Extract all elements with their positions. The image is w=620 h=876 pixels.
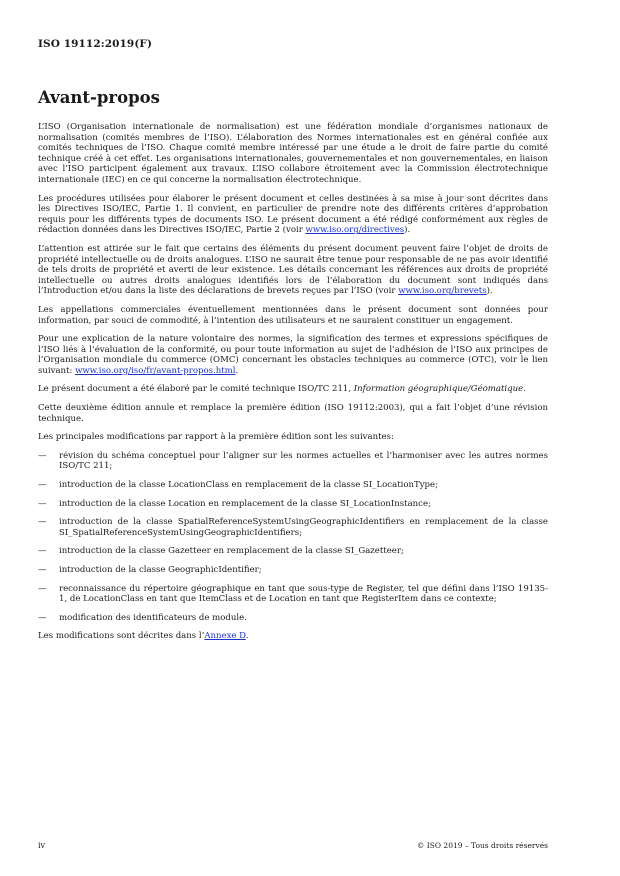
dash-bullet: — bbox=[38, 480, 47, 491]
paragraph-text: Les procédures utilisées pour élaborer le présent document et celles destinées à sa mise à jour sont décrites dans les Directives ISO/IEC, Partie 1. Il convient, en particulier de prendre note des différents critères d’approbation requis pour les différents types de documents ISO. Le présent document a été rédigé conformément aux règles de rédaction données dans les Directives ISO/IEC, Partie 2 (voir bbox=[38, 193, 548, 236]
directives-link[interactable]: www.iso.org/directives bbox=[305, 225, 405, 236]
paragraph-text: L’attention est attirée sur le fait que certains des éléments du présent document peuvent faire l’objet de droits de propriété intellectuelle ou de droits analogues. L’ISO ne saurait être tenue pour responsable de ne pas avoir identifié de tels droits de propriété et averti de leur existence. Les détails concernant les références aux droits de propriété intellectuelle ou autres droits analogues identifiés lors de l’élaboration du document sont indiqués dans l’Introduction et/ou dans la liste des déclarations de brevets reçues par l’ISO (voir bbox=[38, 243, 548, 297]
paragraph-text: . bbox=[235, 365, 239, 376]
list-item bbox=[38, 517, 548, 538]
paragraph-text: . bbox=[523, 384, 526, 395]
paragraph-procedures bbox=[38, 194, 548, 236]
dash-bullet: — bbox=[38, 583, 47, 594]
dash-bullet: — bbox=[38, 612, 47, 623]
dash-bullet: — bbox=[38, 517, 47, 528]
paragraph-voluntary bbox=[38, 334, 548, 376]
paragraph-edition: Cette deuxième édition annule et remplace la première édition (ISO 19112:2003), qui a fait l’objet d’une révision technique. bbox=[38, 403, 548, 424]
dash-bullet: — bbox=[38, 498, 47, 509]
paragraph-text: Les modifications sont décrites dans l’ bbox=[38, 631, 205, 642]
paragraph-iso-intro: L’ISO (Organisation internationale de normalisation) est une fédération mondiale d’organismes nationaux de normalisation (comités membres de l’ISO). L’élaboration des Normes internationales est en général confiée aux comités techniques de l’ISO. Chaque comité membre intéressé par une étude a le droit de faire partie du comité technique créé à cet effet. Les organisations internationales, gouvernementales et non gouvernementales, en liaison avec l’ISO participent également aux travaux. L’ISO collabore étroitement avec la Commission électrotechnique internationale (IEC) en ce qui concerne la normalisation électrotechnique. bbox=[38, 122, 548, 185]
paragraph-patents bbox=[38, 244, 548, 297]
list-item bbox=[38, 451, 548, 472]
paragraph-text: Le présent document a été élaboré par le comité technique ISO/TC 211, bbox=[38, 384, 354, 395]
list-item-text: reconnaissance du répertoire géographique en tant que sous-type de Register, tel que défini dans l’ISO 19135-1, de LocationClass en tant que ItemClass et de Location en tant que RegisterItem dans ce contexte; bbox=[59, 583, 548, 605]
page-title: Avant-propos bbox=[38, 88, 160, 107]
list-item bbox=[38, 584, 548, 605]
list-item-text: introduction de la classe Gazetteer en remplacement de la classe SI_Gazetteer; bbox=[59, 546, 404, 557]
list-item-text: introduction de la classe Location en remplacement de la classe SI_LocationInstance; bbox=[59, 498, 431, 509]
patents-link[interactable]: www.iso.org/brevets bbox=[398, 286, 487, 297]
paragraph-text: . bbox=[245, 631, 249, 642]
standard-id: ISO 19112:2019(F) bbox=[38, 38, 153, 50]
committee-title: Information géographique/Géomatique bbox=[353, 384, 524, 395]
document-body bbox=[38, 122, 548, 650]
dash-bullet: — bbox=[38, 450, 47, 461]
paragraph-text: ). bbox=[404, 225, 411, 236]
changes-list bbox=[38, 451, 548, 624]
dash-bullet: — bbox=[38, 546, 47, 557]
dash-bullet: — bbox=[38, 565, 47, 575]
paragraph-committee bbox=[38, 384, 548, 395]
list-item bbox=[38, 480, 548, 491]
paragraph-text: Pour une explication de la nature volontaire des normes, la signification des termes et expressions spécifiques de l’ISO liés à l’évaluation de la conformité, ou pour toute information au sujet de l’adhésion de l’ISO aux principes de l’Organisation mondiale du commerce (OMC) concernant les obstacles techniques au commerce (OTC), voir le lien suivant: bbox=[38, 334, 548, 376]
paragraph-trade-names: Les appellations commerciales éventuellement mentionnées dans le présent document sont données pour information, par souci de commodité, à l’intention des utilisateurs et ne sauraient constituer un engagement. bbox=[38, 304, 548, 326]
annex-d-link[interactable]: Annexe D bbox=[204, 631, 246, 642]
paragraph-changes-intro: Les principales modifications par rapport à la première édition sont les suivantes: bbox=[38, 432, 394, 443]
paragraph-text: ). bbox=[486, 286, 493, 297]
list-item-text: introduction de la classe LocationClass en remplacement de la classe SI_LocationType; bbox=[59, 480, 438, 491]
list-item bbox=[38, 546, 548, 557]
list-item-text: introduction de la classe GeographicIdentifier; bbox=[59, 565, 262, 575]
foreword-link[interactable]: www.iso.org/iso/fr/avant-propos.html bbox=[75, 365, 236, 376]
page-number: iv bbox=[38, 841, 46, 850]
copyright-notice: © ISO 2019 – Tous droits réservés bbox=[416, 841, 548, 850]
list-item bbox=[38, 565, 548, 576]
list-item bbox=[38, 499, 548, 510]
list-item-text: révision du schéma conceptuel pour l’aligner sur les normes actuelles et l’harmoniser avec les autres normes ISO/TC 211; bbox=[59, 450, 548, 472]
list-item bbox=[38, 613, 548, 624]
paragraph-closing bbox=[38, 631, 548, 642]
list-item-text: modification des identificateurs de module. bbox=[59, 612, 247, 623]
list-item-text: introduction de la classe SpatialReferenceSystemUsingGeographicIdentifiers en remplacement de la classe SI_SpatialReferenceSystemUsingGeographicIdentifiers; bbox=[59, 517, 548, 538]
